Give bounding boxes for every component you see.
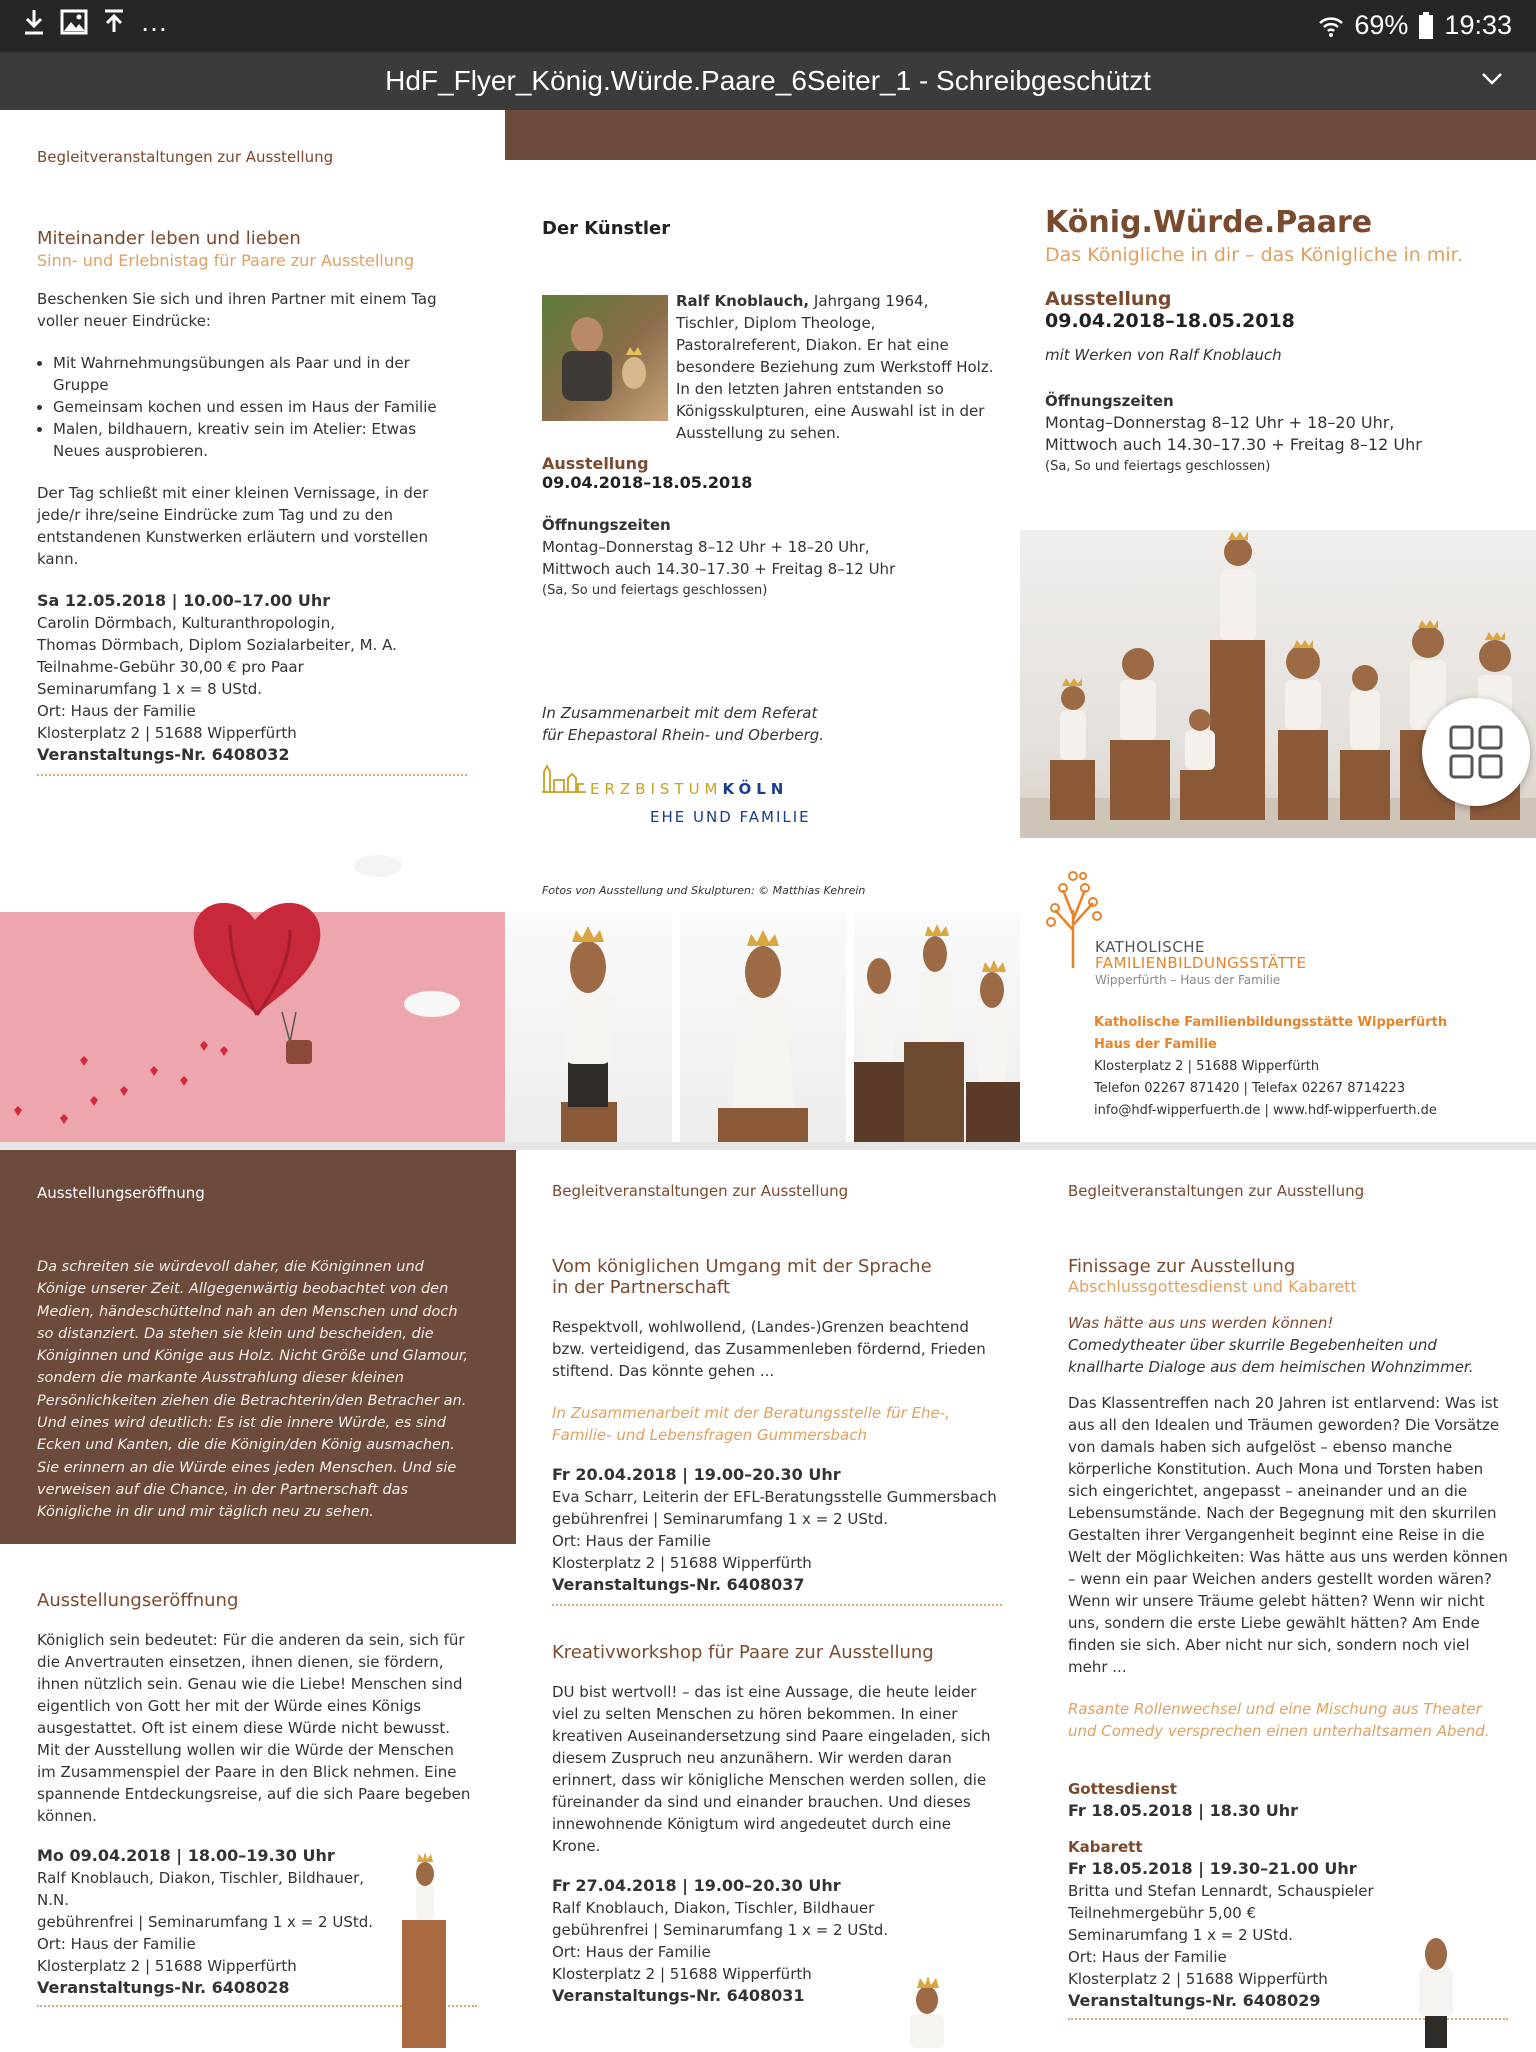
event-text: Respektvoll, wohlwollend, (Landes-)Grenzen beachtend bzw. verteidigend, das Zusammenleben fördernd, Frieden stiftend. Das könnte gehen ... (552, 1318, 986, 1380)
event-title: Kreativworkshop für Paare zur Ausstellung (552, 1642, 934, 1663)
status-bar (0, 0, 1536, 52)
contact-web: info@hdf-wipperfuerth.de | www.hdf-wipperfuerth.de (1094, 1103, 1437, 1118)
exhibition-dates: 09.04.2018–18.05.2018 (1045, 310, 1295, 332)
exhibition-label: Ausstellung (1045, 288, 1172, 310)
section-title: Der Künstler (542, 218, 671, 239)
event-detail: Klosterplatz 2 | 51688 Wipperfürth (552, 1965, 812, 1983)
document-title-bar (0, 52, 1536, 110)
logo-word: KÖLN (722, 780, 789, 798)
artist-credit: mit Werken von Ralf Knoblauch (1045, 346, 1282, 364)
artist-name: Ralf Knoblauch, (676, 292, 810, 310)
hours-label: Öffnungszeiten (1045, 392, 1174, 410)
exhibition-info (542, 454, 992, 602)
small-king-photo (896, 1974, 956, 2048)
artist-bio-text: Jahrgang 1964, Tischler, Diplom Theologe, Pastoralreferent, Diakon. Er hat eine besondere Beziehung zum Werkstoff Holz. In den letzten Jahren entstanden so Königsskulpturen, eine Auswahl ist in der Ausstellung zu sehen. (676, 292, 994, 442)
panel-cover (1045, 204, 1505, 478)
event-date: Mo 09.04.2018 | 18.00–19.30 Uhr (37, 1846, 335, 1865)
service-date: Fr 18.05.2018 | 18.30 Uhr (1068, 1801, 1299, 1820)
cathedral-icon (542, 764, 586, 794)
battery-percent: 69% (1354, 10, 1409, 40)
sculpture-photo-queen (680, 912, 846, 1142)
panel-kuenstler (542, 218, 992, 239)
event-detail: Klosterplatz 2 | 51688 Wipperfürth (37, 724, 297, 742)
hours-label: Öffnungszeiten (542, 516, 671, 534)
panel-kicker: Begleitveranstaltungen zur Ausstellung (552, 1182, 849, 1200)
event-text: DU bist wertvoll! – das ist eine Aussage, die heute leider viel zu selten Menschen zu hören bekommen. In einer kreativen Auseinandersetzung sind Paare eingeladen, sich diesem Zuspruch neu anzunähern. Wir werden daran erinnert, dass wir königliche Menschen werden sollen, die füreinander da sind und einander brauchen. Und dieses innewohnende Königtum wird angedeutet durch eine Krone. (552, 1683, 991, 1855)
event-coop: In Zusammenarbeit mit der Beratungsstelle für Ehe-, Familie- und Lebensfragen Gummersbach (552, 1404, 950, 1444)
event-detail: Britta und Stefan Lennardt, Schauspieler (1068, 1882, 1374, 1900)
hours-line: Montag–Donnerstag 8–12 Uhr + 18–20 Uhr, (1045, 413, 1395, 432)
sculpture-photo-king (506, 912, 672, 1142)
coop-line: In Zusammenarbeit mit dem Referat (542, 704, 818, 722)
event-detail: gebührenfrei | Seminarumfang 1 x = 2 UStd. (552, 1921, 889, 1939)
event-date: Sa 12.05.2018 | 10.00–17.00 Uhr (37, 591, 331, 610)
standing-sculpture-photo (1405, 1934, 1465, 2048)
artist-bio (676, 290, 994, 444)
download-icon (22, 8, 46, 36)
page-divider (0, 1142, 1536, 1150)
exhibition-label: Ausstellung (542, 454, 649, 473)
event-detail: Seminarumfang 1 x = 8 UStd. (37, 680, 263, 698)
service-label: Gottesdienst (1068, 1780, 1177, 1798)
list-item: • Gemeinsam kochen und essen im Haus der Familie (53, 396, 467, 418)
coop-line: für Ehepastoral Rhein- und Oberberg. (542, 726, 825, 744)
event-detail: Ralf Knoblauch, Diakon, Tischler, Bildhauer (552, 1899, 875, 1917)
event-detail: Klosterplatz 2 | 51688 Wipperfürth (37, 1957, 297, 1975)
battery-icon (1418, 12, 1434, 40)
event-detail: Teilnahme-Gebühr 30,00 € pro Paar (37, 658, 304, 676)
contact-org: Haus der Familie (1094, 1037, 1217, 1052)
event-detail: Carolin Dörmbach, Kulturanthropologin, (37, 614, 335, 632)
event-text: Der Tag schließt mit einer kleinen Vernissage, in der jede/r ihre/seine Eindrücke zum Tag und zu den entstandenen Kunstwerken erläutern und vorstellen kann. (37, 484, 429, 568)
quote-text: Da schreiten sie würdevoll daher, die Königinnen und Könige unserer Zeit. Allgegenwärtig beobachtet von den Medien, händeschüttelnd nah an den Menschen und doch so distanziert. Da stehen sie klein und bescheiden, die Königinnen und Könige aus Holz. Nicht Größe und Glamour, sondern die markante Ausstrahlung dieser kleinen Persönlichkeiten ziehen die Betrachterin/den Betracher an. Und eines wird deutlich: Es ist die innere Würde, es sind Ecken und Kanten, die die Königin/den König ausmachen. Sie erinnern an die Würde eines jeden Menschen. Und sie verweisen auf die Chance, in der Partnerschaft das Königliche in dir und mir täglich neu zu sehen. (37, 1259, 469, 1521)
event-detail: Eva Scharr, Leiterin der EFL-Beratungsstelle Gummersbach (552, 1488, 997, 1506)
erzbistum-logo (542, 762, 832, 832)
cabaret-label: Kabarett (1068, 1838, 1143, 1856)
fbs-logo (1045, 870, 1505, 990)
small-king-icon (896, 1974, 956, 2048)
main-subtitle: Das Königliche in dir – das Königliche in mir. (1045, 244, 1463, 266)
event-title: Miteinander leben und lieben (37, 228, 301, 249)
event-title: Finissage zur Ausstellung (1068, 1256, 1296, 1277)
sculpture-photo-group (854, 912, 1020, 1142)
list-item: • Malen, bildhauern, kreativ sein im Atelier: Etwas Neues ausprobieren. (53, 418, 467, 462)
opening-quote-box (0, 1150, 516, 1544)
event-detail: Ort: Haus der Familie (37, 1935, 196, 1953)
column-sculpture-icon (390, 1830, 460, 2048)
logo-line-3: Wipperfürth – Haus der Familie (1095, 973, 1281, 987)
top-brown-bar (505, 110, 1536, 160)
wifi-icon (1318, 14, 1344, 38)
cabaret-date: Fr 18.05.2018 | 19.30–21.00 Uhr (1068, 1859, 1357, 1878)
logo-word: ERZBISTUM (590, 780, 723, 798)
event-detail: N.N. (37, 1891, 69, 1909)
event-detail: Ralf Knoblauch, Diakon, Tischler, Bildhauer, (37, 1869, 365, 1887)
contact-block (1094, 1012, 1514, 1122)
grid-view-button[interactable] (1422, 698, 1530, 806)
event-title: Vom königlichen Umgang mit der Sprache in der Partnerschaft (552, 1256, 932, 1298)
event-detail: Ort: Haus der Familie (37, 702, 196, 720)
cooperation-note (542, 702, 992, 746)
logo-line-2: FAMILIENBILDUNGSSTÄTTE (1095, 954, 1307, 972)
event-detail: Klosterplatz 2 | 51688 Wipperfürth (1068, 1970, 1328, 1988)
artist-photo (542, 295, 668, 421)
event-promo: Rasante Rollenwechsel und eine Mischung aus Theater und Comedy versprechen einen unterhaltsamen Abend. (1068, 1700, 1490, 1740)
event-subtitle: Sinn- und Erlebnistag für Paare zur Ausstellung (37, 251, 415, 270)
event-detail: gebührenfrei | Seminarumfang 1 x = 2 UStd. (552, 1510, 889, 1528)
event-number: Veranstaltungs-Nr. 6408037 (552, 1574, 1002, 1606)
event-lead: Was hätte aus uns werden können! (1068, 1314, 1334, 1332)
logo-line-1: KATHOLISCHE (1095, 938, 1205, 956)
group-sculpture-icon (854, 912, 1020, 1142)
column-sculpture-photo (390, 1830, 460, 2048)
clock: 19:33 (1444, 10, 1512, 40)
event-text: Das Klassentreffen nach 20 Jahren ist entlarvend: Was ist aus all den Idealen und Träumen geworden? Die Vorsätze von damals haben sich aufgelöst – ebenso manche körperliche Konstitution. Auch Mona und Torsten haben sich eingerichtet, angepasst – aneinander und an die Lebensumstände. Nach der Begegnung mit den skurrilen Gestalten ihrer Vergangenheit beginnt eine Reise in die Welt der Möglichkeiten: Was hätte aus uns werden können – wenn ein paar Weichen anders gestellt worden wären? Wenn wir unsere Träume gelebt hätten? Wenn wir nicht uns, sondern die erste Liebe gewählt hätten? Am Ende finden sie sich. Aber nicht nur sich, sondern noch viel mehr ... (1068, 1394, 1508, 1676)
hours-note: (Sa, So und feiertags geschlossen) (1045, 459, 1271, 474)
event-number: Veranstaltungs-Nr. 6408031 (552, 1986, 805, 2005)
artist-photo-icon (542, 295, 668, 421)
chevron-down-icon[interactable] (1480, 69, 1504, 87)
event-text: Königlich sein bedeutet: Für die anderen da sein, sich für die Anvertrauten einsetzen, ihnen dienen, sie fördern, ihnen nützlich sein. Genau wie die Liebe! Menschen sind eigentlich von Gott her mit der Würde eines Königs ausgestattet. Oft ist einem diese Würde nicht bewusst. Mit der Ausstellung wollen wir die Würde der Menschen im Zusammenspiel der Paare in den Blick nehmen. Eine spannende Entdeckungsreise, auf die sich Paare begeben können. (37, 1631, 471, 1825)
main-title: König.Würde.Paare (1045, 205, 1373, 240)
hours-line: Mittwoch auch 14.30–17.30 + Freitag 8–12 Uhr (542, 560, 896, 578)
event-number: Veranstaltungs-Nr. 6408029 (1068, 1990, 1508, 2020)
upload-icon (102, 8, 126, 36)
panel-kicker: Begleitveranstaltungen zur Ausstellung (1068, 1182, 1365, 1200)
event-subtitle: Abschlussgottesdienst und Kabarett (1068, 1277, 1357, 1296)
event-title: Ausstellungseröffnung (37, 1590, 239, 1611)
grid-icon (1449, 725, 1503, 779)
heart-balloon-illustration (0, 840, 505, 1142)
event-intro: Beschenken Sie sich und ihren Partner mit einem Tag voller neuer Eindrücke: (37, 290, 437, 330)
event-number: Veranstaltungs-Nr. 6408032 (37, 744, 467, 776)
event-detail: Klosterplatz 2 | 51688 Wipperfürth (552, 1554, 812, 1572)
exhibition-dates: 09.04.2018–18.05.2018 (542, 473, 753, 492)
contact-address: Klosterplatz 2 | 51688 Wipperfürth (1094, 1059, 1320, 1074)
event-detail: Ort: Haus der Familie (552, 1943, 711, 1961)
list-item: • Mit Wahrnehmungsübungen als Paar und in der Gruppe (53, 352, 467, 396)
contact-phone: Telefon 02267 871420 | Telefax 02267 8714223 (1094, 1081, 1406, 1096)
event-detail: Thomas Dörmbach, Diplom Sozialarbeiter, M. A. (37, 636, 397, 654)
event-detail: Teilnehmergebühr 5,00 € (1068, 1904, 1257, 1922)
event-date: Fr 20.04.2018 | 19.00–20.30 Uhr (552, 1465, 841, 1484)
event-detail: Ort: Haus der Familie (552, 1532, 711, 1550)
contact-org: Katholische Familienbildungsstätte Wipperfürth (1094, 1015, 1448, 1030)
panel-finissage (1068, 1180, 1508, 2020)
event-detail: Seminarumfang 1 x = 2 UStd. (1068, 1926, 1294, 1944)
document-title: HdF_Flyer_König.Würde.Paare_6Seiter_1 - Schreibgeschützt (385, 65, 1151, 96)
standing-sculpture-icon (1405, 1934, 1465, 2048)
hours-line: Mittwoch auch 14.30–17.30 + Freitag 8–12 Uhr (1045, 435, 1422, 454)
hours-note: (Sa, So und feiertags geschlossen) (542, 583, 768, 598)
event-number: Veranstaltungs-Nr. 6408028 (37, 1977, 477, 2007)
panel-kicker: Begleitveranstaltungen zur Ausstellung (37, 148, 334, 166)
panel-sinn-erlebnistag (37, 146, 467, 776)
logo-subline: EHE UND FAMILIE (650, 808, 811, 826)
image-icon (60, 9, 88, 35)
event-detail: gebührenfrei | Seminarumfang 1 x = 2 UStd. (37, 1913, 374, 1931)
more-icon: … (140, 6, 168, 37)
photo-credits: Fotos von Ausstellung und Skulpturen: © Matthias Kehrein (542, 884, 866, 897)
hours-line: Montag–Donnerstag 8–12 Uhr + 18–20 Uhr, (542, 538, 870, 556)
king-sculpture-icon (506, 912, 672, 1142)
event-detail: Ort: Haus der Familie (1068, 1948, 1227, 1966)
event-lead: Comedytheater über skurrile Begebenheiten und knallharte Dialoge aus dem heimischen Wohnzimmer. (1068, 1336, 1474, 1376)
quote-kicker: Ausstellungseröffnung (37, 1184, 205, 1202)
balloon-icon (0, 840, 505, 1142)
event-date: Fr 27.04.2018 | 19.00–20.30 Uhr (552, 1876, 841, 1895)
panel-sprache (552, 1180, 1002, 2007)
queen-sculpture-icon (680, 912, 846, 1142)
event-bullets (37, 352, 467, 462)
